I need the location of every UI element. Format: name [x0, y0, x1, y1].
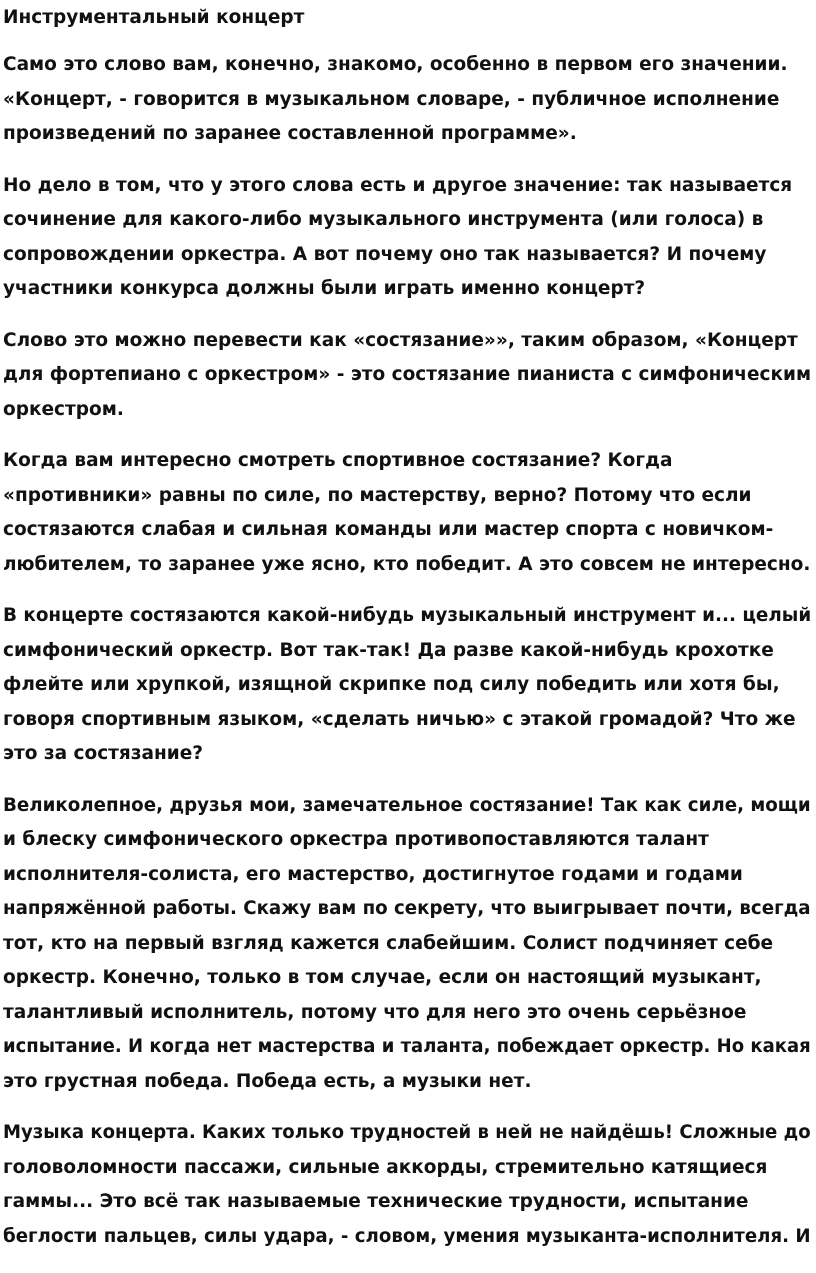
text-line: Музыка концерта. Каких только трудностей в ней не найдёшь! Сложные до [3, 1122, 811, 1143]
text-line: испытание. И когда нет мастерства и таланта, побеждает оркестр. Но какая [3, 1036, 811, 1057]
text-line: головоломности пассажи, сильные аккорды, стремительно катящиеся [3, 1156, 768, 1178]
text-line: Когда вам интересно смотреть спортивное состязание? Когда [3, 450, 673, 471]
text-line: Великолепное, друзья мои, замечательное состязание! Так как силе, мощи [3, 794, 811, 816]
text-line: В концерте состязаются какой-нибудь музыкальный инструмент и... целый [3, 605, 812, 626]
text-line: симфонический оркестр. Вот так-так! Да разве какой-нибудь крохотке [3, 639, 774, 661]
text-line: состязаются слабая и сильная команды или мастер спорта с новичком- [3, 519, 774, 540]
text-line: гаммы... Это всё так называемые технические трудности, испытание [3, 1191, 749, 1212]
text-line: тот, кто на первый взгляд кажется слабейшим. Солист подчиняет себе [3, 932, 774, 954]
text-line: для фортепиано с оркестром» - это состязание пианиста с симфоническим [3, 364, 812, 385]
text-line: это грустная победа. Победа есть, а музыки нет. [3, 1070, 532, 1092]
text-line: сочинение для какого-либо музыкального инструмента (или голоса) в [3, 209, 764, 230]
text-line: беглости пальцев, силы удара, - словом, умения музыканта-исполнителя. И [3, 1225, 811, 1247]
paragraph [3, 444, 816, 582]
paragraph [3, 1116, 816, 1254]
text-line: талантливый исполнитель, потому что для него это очень серьёзное [3, 1001, 747, 1023]
text-line: это за состязание? [3, 743, 204, 764]
text-line: «Концерт, - говорится в музыкальном словаре, - публичное исполнение [3, 88, 780, 110]
text-line: участники конкурса должны были играть именно концерт? [3, 278, 646, 299]
text-line: произведений по заранее составленной программе». [3, 123, 577, 144]
text-line: Слово это можно перевести как «состязание»», таким образом, «Концерт [3, 329, 798, 351]
text-line: оркестром. [3, 398, 124, 420]
text-line: Но дело в том, что у этого слова есть и другое значение: так называется [3, 174, 793, 196]
document-body [3, 48, 816, 1254]
paragraph [3, 789, 816, 1100]
document-title: Инструментальный концерт [3, 7, 305, 28]
text-line: оркестр. Конечно, только в том случае, если он настоящий музыкант, [3, 967, 762, 988]
text-line: напряжённой работы. Скажу вам по секрету, что выигрывает почти, всегда [3, 898, 811, 919]
text-line: и блеску симфонического оркестра противопоставляются талант [3, 829, 709, 850]
text-line: любителем, то заранее уже ясно, кто победит. А это совсем не интересно. [3, 553, 811, 575]
text-line: говоря спортивным языком, «сделать ничью» с этакой громадой? Что же [3, 708, 796, 730]
text-line: Само это слово вам, конечно, знакомо, особенно в первом его значении. [3, 54, 788, 75]
text-line: флейте или хрупкой, изящной скрипке под силу победить или хотя бы, [3, 674, 780, 695]
text-line: сопровождении оркестра. А вот почему оно так называется? И почему [3, 243, 767, 265]
text-line: исполнителя-солиста, его мастерство, достигнутое годами и годами [3, 863, 743, 885]
paragraph [3, 324, 816, 428]
paragraph [3, 169, 816, 307]
paragraph [3, 48, 816, 152]
paragraph [3, 599, 816, 772]
text-line: «противники» равны по силе, по мастерству, верно? Потому что если [3, 484, 752, 506]
